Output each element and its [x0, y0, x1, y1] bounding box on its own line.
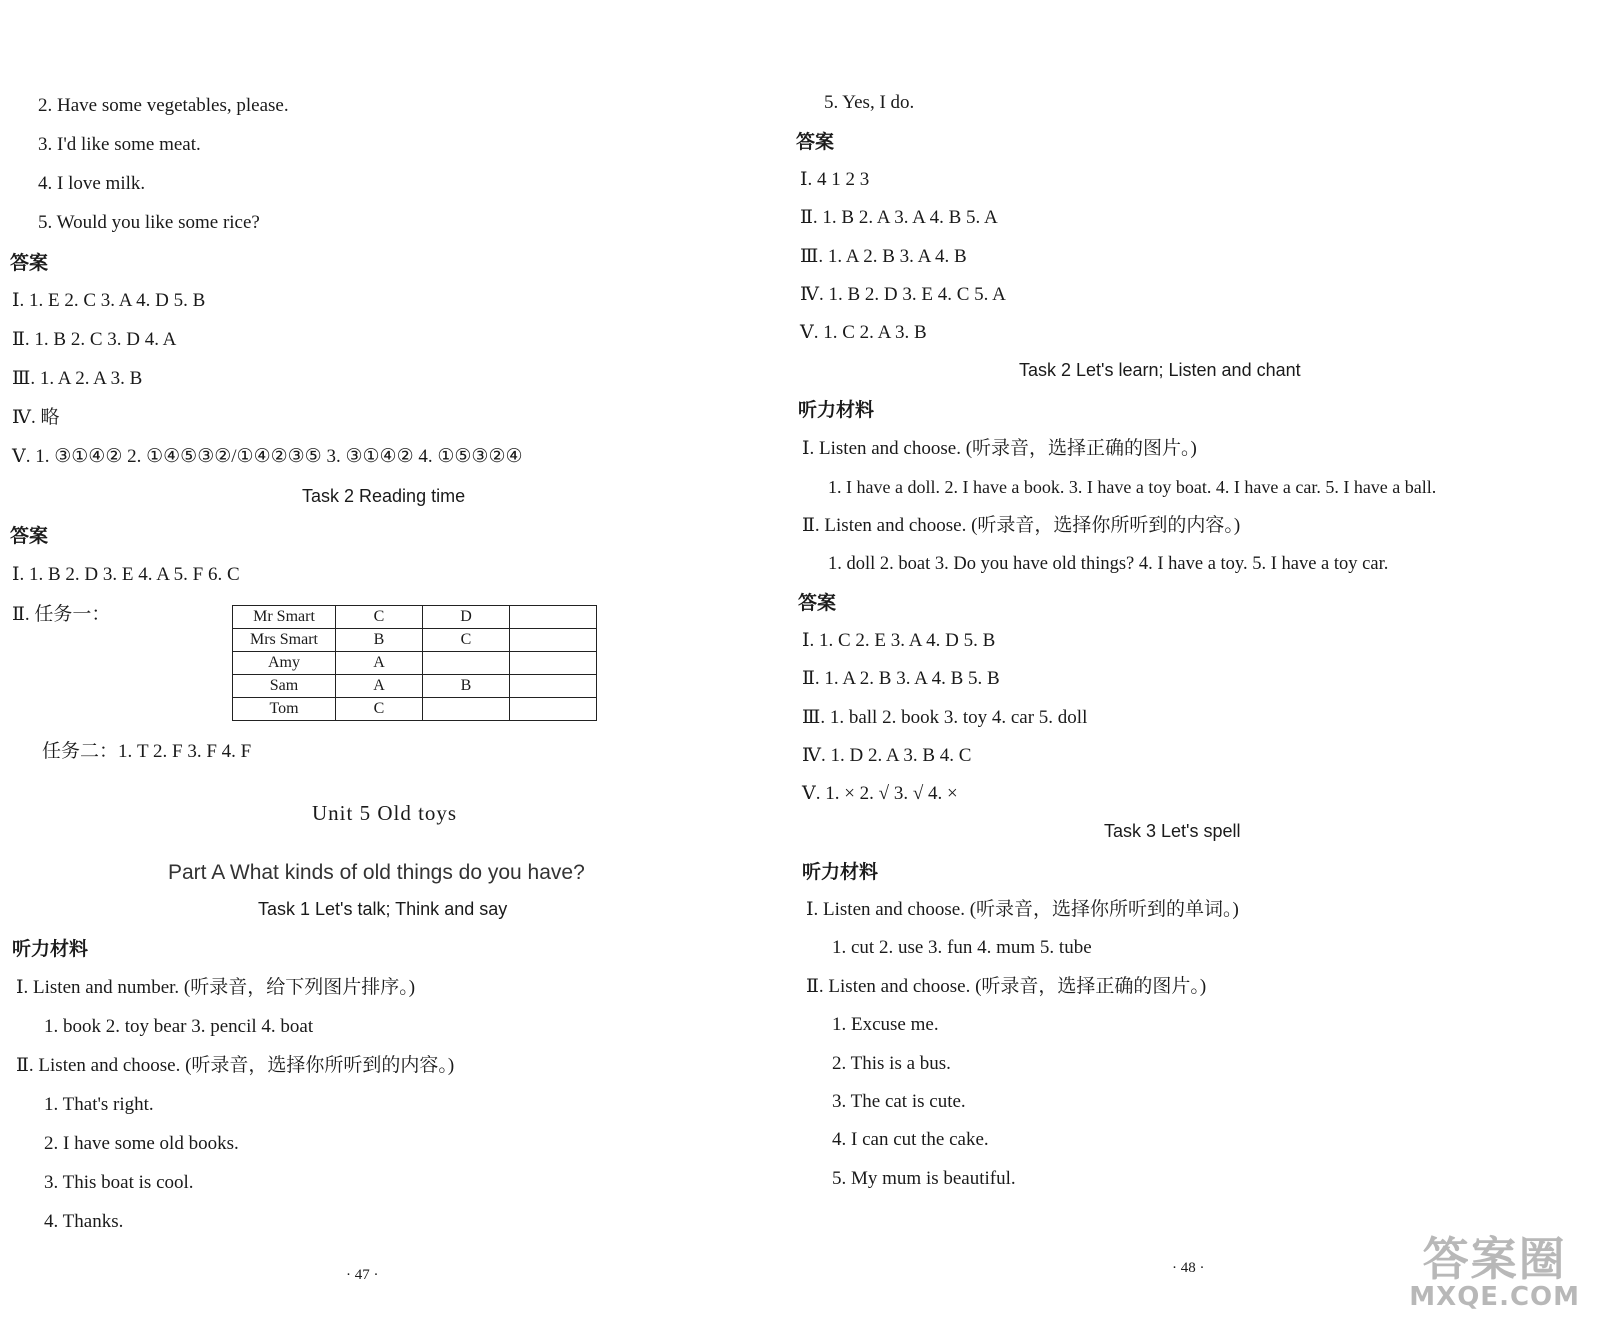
table-cell: C — [423, 629, 510, 652]
answer-line: Ⅰ. 1. E 2. C 3. A 4. D 5. B — [12, 290, 206, 311]
table-cell: B — [336, 629, 423, 652]
text-line: 1. doll 2. boat 3. Do you have old things? 4. I have a toy. 5. I have a toy car. — [828, 554, 1389, 574]
text-line: 5. My mum is beautiful. — [832, 1168, 1016, 1189]
answer-line: Ⅱ. 1. B 2. A 3. A 4. B 5. A — [800, 207, 998, 228]
table-row — [233, 698, 597, 721]
table-cell: Mr Smart — [233, 606, 336, 629]
answer-line: Ⅰ. 1. B 2. D 3. E 4. A 5. F 6. C — [12, 564, 240, 585]
text-line: 3. This boat is cool. — [44, 1172, 194, 1193]
table-row — [233, 606, 597, 629]
table-cell: A — [336, 652, 423, 675]
answer-line: Ⅳ. 略 — [12, 407, 60, 428]
text-line: 5. Would you like some rice? — [38, 212, 260, 233]
text-line: Ⅱ. Listen and choose. (听录音，选择你所听到的内容。) — [16, 1055, 455, 1076]
table-cell: A — [336, 675, 423, 698]
text-line: 2. I have some old books. — [44, 1133, 239, 1154]
task-heading: Task 2 Reading time — [302, 486, 466, 506]
part-title: Part A What kinds of old things do you have? — [168, 861, 585, 884]
page-number: · 47 · — [346, 1267, 379, 1283]
table-cell: Mrs Smart — [233, 629, 336, 652]
table-cell: C — [336, 606, 423, 629]
text-line: 4. I love milk. — [38, 173, 146, 194]
table-cell: Sam — [233, 675, 336, 698]
text-line: Ⅱ. Listen and choose. (听录音，选择正确的图片。) — [806, 976, 1207, 997]
watermark-logo — [1409, 1232, 1580, 1312]
answer-line: Ⅲ. 1. ball 2. book 3. toy 4. car 5. doll — [802, 707, 1088, 728]
answer-heading: 答案 — [10, 252, 49, 274]
text-line: 4. I can cut the cake. — [832, 1129, 989, 1150]
watermark-url: MXQE.COM — [1409, 1282, 1580, 1312]
table-cell — [510, 675, 597, 698]
task-heading: Task 1 Let's talk; Think and say — [258, 899, 508, 919]
text-line: 1. That's right. — [44, 1094, 154, 1115]
table-cell — [423, 652, 510, 675]
text-line: Ⅰ. Listen and choose. (听录音，选择你所听到的单词。) — [806, 899, 1239, 920]
text-line: 1. cut 2. use 3. fun 4. mum 5. tube — [832, 937, 1092, 958]
table-cell — [510, 698, 597, 721]
answer-line: Ⅱ. 1. B 2. C 3. D 4. A — [12, 329, 177, 350]
table-cell: Amy — [233, 652, 336, 675]
table-row — [233, 629, 597, 652]
unit-title: Unit 5 Old toys — [312, 801, 458, 825]
text-line: 1. book 2. toy bear 3. pencil 4. boat — [44, 1016, 314, 1037]
table-cell — [510, 652, 597, 675]
answer-line: Ⅳ. 1. D 2. A 3. B 4. C — [802, 745, 972, 766]
table-row — [233, 675, 597, 698]
text-line: 4. Thanks. — [44, 1211, 124, 1232]
listening-heading: 听力材料 — [12, 938, 89, 960]
answer-line: Ⅰ. 1. C 2. E 3. A 4. D 5. B — [802, 630, 996, 651]
text-line: 2. Have some vegetables, please. — [38, 95, 289, 116]
right-page — [796, 0, 1600, 1329]
answer-table — [232, 605, 597, 721]
answer-heading: 答案 — [10, 525, 49, 547]
answer-line: Ⅴ. 1. ③①④② 2. ①④⑤③②/①④②③⑤ 3. ③①④② 4. ①⑤③②④ — [12, 446, 523, 467]
watermark-text: 答案圈 — [1422, 1232, 1567, 1286]
answer-line: Ⅳ. 1. B 2. D 3. E 4. C 5. A — [800, 284, 1006, 305]
table-cell: C — [336, 698, 423, 721]
text-line: 1. I have a doll. 2. I have a book. 3. I have a toy boat. 4. I have a car. 5. I have a ball. — [828, 477, 1437, 497]
text-line: 2. This is a bus. — [832, 1053, 951, 1074]
text-line: 1. Excuse me. — [832, 1014, 939, 1035]
table-cell — [423, 698, 510, 721]
answer-line: Ⅱ. 任务一： — [12, 604, 111, 625]
answer-line: Ⅰ. 4 1 2 3 — [800, 169, 870, 190]
page-number: · 48 · — [1172, 1260, 1205, 1276]
table-cell: B — [423, 675, 510, 698]
answer-line: Ⅱ. 1. A 2. B 3. A 4. B 5. B — [802, 668, 1000, 689]
listening-heading: 听力材料 — [802, 861, 879, 883]
table-cell: Tom — [233, 698, 336, 721]
task-heading: Task 3 Let's spell — [1104, 821, 1241, 841]
text-line: Ⅰ. Listen and number. (听录音，给下列图片排序。) — [16, 977, 416, 998]
answer-line: Ⅴ. 1. C 2. A 3. B — [800, 322, 927, 343]
answer-line: Ⅴ. 1. × 2. √ 3. √ 4. × — [802, 783, 958, 804]
table-cell: D — [423, 606, 510, 629]
answer-line: Ⅲ. 1. A 2. B 3. A 4. B — [800, 246, 967, 267]
answer-heading: 答案 — [798, 592, 837, 614]
table-cell — [510, 606, 597, 629]
answer-heading: 答案 — [796, 131, 835, 153]
task-heading: Task 2 Let's learn; Listen and chant — [1019, 360, 1301, 380]
text-line: 3. The cat is cute. — [832, 1091, 966, 1112]
text-line: 3. I'd like some meat. — [38, 134, 201, 155]
answer-line: 任务二：1. T 2. F 3. F 4. F — [42, 741, 252, 762]
text-line: 5. Yes, I do. — [824, 92, 915, 113]
table-cell — [510, 629, 597, 652]
table-row — [233, 652, 597, 675]
listening-heading: 听力材料 — [798, 399, 875, 421]
text-line: Ⅰ. Listen and choose. (听录音，选择正确的图片。) — [802, 438, 1197, 459]
text-line: Ⅱ. Listen and choose. (听录音，选择你所听到的内容。) — [802, 515, 1241, 536]
answer-line: Ⅲ. 1. A 2. A 3. B — [12, 368, 143, 389]
